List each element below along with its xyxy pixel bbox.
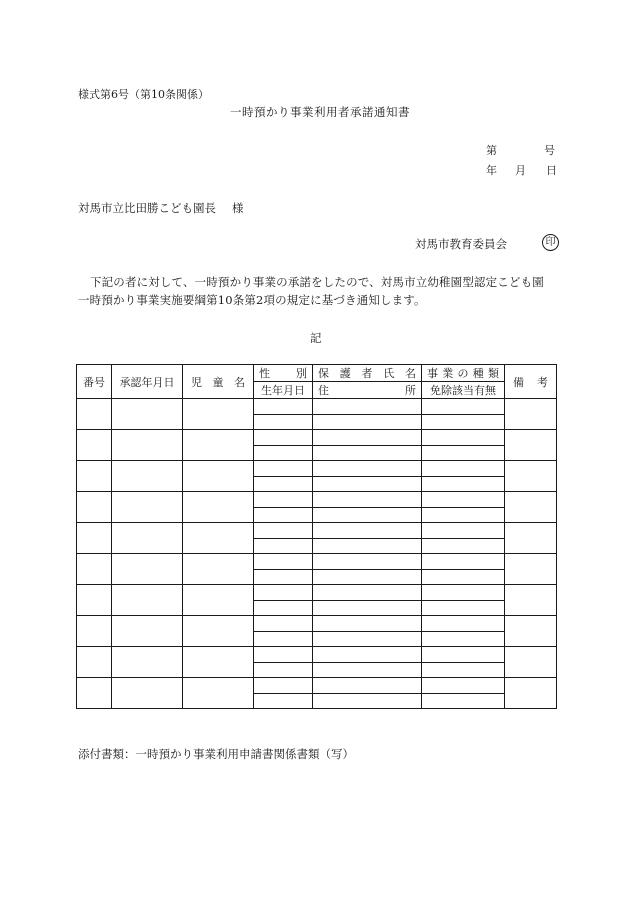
header-birth-date: 生年月日 (254, 382, 313, 399)
issuer-name: 対馬市教育委員会 (415, 237, 507, 251)
cell-address[interactable] (313, 538, 422, 554)
form-number: 様式第6号（第10条関係） (78, 88, 209, 101)
table-row (77, 647, 557, 663)
cell-approval-date[interactable] (112, 430, 183, 461)
record-table (76, 364, 557, 709)
cell-gender[interactable] (254, 492, 313, 508)
cell-birth-date[interactable] (254, 476, 313, 492)
cell-child-name[interactable] (183, 647, 254, 678)
header-remarks (505, 365, 557, 399)
cell-child-name[interactable] (183, 585, 254, 616)
cell-guardian-name[interactable] (313, 616, 422, 632)
cell-child-name[interactable] (183, 678, 254, 709)
header-service-type-char: 種 (472, 367, 484, 380)
cell-birth-date[interactable] (254, 445, 313, 461)
cell-birth-date[interactable] (254, 414, 313, 430)
cell-approval-date[interactable] (112, 399, 183, 430)
cell-exemption[interactable] (422, 569, 505, 585)
cell-number[interactable] (77, 585, 112, 616)
cell-birth-date[interactable] (254, 631, 313, 647)
cell-number[interactable] (77, 399, 112, 430)
attachment-note: 添付書類：一時預かり事業利用申請書関係書類（写） (78, 747, 354, 761)
cell-service-type[interactable] (422, 492, 505, 508)
cell-number[interactable] (77, 616, 112, 647)
cell-child-name[interactable] (183, 492, 254, 523)
cell-service-type[interactable] (422, 678, 505, 694)
cell-number[interactable] (77, 647, 112, 678)
header-address (313, 382, 422, 399)
date-day-label: 日 (546, 164, 557, 177)
header-remarks-char: 備 (513, 375, 524, 389)
cell-remarks[interactable] (505, 554, 557, 585)
cell-remarks[interactable] (505, 523, 557, 554)
cell-birth-date[interactable] (254, 662, 313, 678)
table-row (77, 492, 557, 508)
header-remarks-char: 考 (537, 375, 548, 389)
cell-guardian-name[interactable] (313, 554, 422, 570)
date-month-label: 月 (515, 164, 526, 177)
header-guardian-name-char: 氏 (383, 367, 395, 380)
seal-icon: 印 (542, 234, 559, 251)
cell-exemption[interactable] (422, 662, 505, 678)
cell-birth-date[interactable] (254, 693, 313, 709)
cell-approval-date[interactable] (112, 616, 183, 647)
cell-number[interactable] (77, 678, 112, 709)
table-row (77, 461, 557, 477)
cell-gender[interactable] (254, 585, 313, 601)
cell-birth-date[interactable] (254, 569, 313, 585)
cell-guardian-name[interactable] (313, 430, 422, 446)
recipient-honorific: 様 (232, 201, 244, 215)
cell-remarks[interactable] (505, 492, 557, 523)
cell-number[interactable] (77, 523, 112, 554)
cell-remarks[interactable] (505, 430, 557, 461)
cell-address[interactable] (313, 693, 422, 709)
cell-exemption[interactable] (422, 476, 505, 492)
cell-address[interactable] (313, 414, 422, 430)
header-guardian-name (313, 365, 422, 382)
table-row (77, 554, 557, 570)
cell-address[interactable] (313, 476, 422, 492)
cell-gender[interactable] (254, 554, 313, 570)
table-row (77, 616, 557, 632)
cell-service-type[interactable] (422, 554, 505, 570)
cell-service-type[interactable] (422, 399, 505, 415)
table-row (77, 430, 557, 446)
header-child-name (183, 365, 254, 399)
header-gender (254, 365, 313, 382)
cell-approval-date[interactable] (112, 554, 183, 585)
cell-guardian-name[interactable] (313, 585, 422, 601)
cell-remarks[interactable] (505, 616, 557, 647)
cell-remarks[interactable] (505, 647, 557, 678)
cell-remarks[interactable] (505, 399, 557, 430)
header-child-name-char: 児 (191, 375, 202, 389)
table-header-row-1 (77, 365, 557, 382)
cell-gender[interactable] (254, 523, 313, 539)
body-text-line-1: 下記の者に対して、一時預かり事業の承諾をしたので、対馬市立幼稚園型認定こども園 (90, 275, 544, 289)
cell-guardian-name[interactable] (313, 678, 422, 694)
header-service-type-char: 類 (488, 367, 499, 380)
table-row (77, 678, 557, 694)
cell-birth-date[interactable] (254, 507, 313, 523)
cell-service-type[interactable] (422, 616, 505, 632)
cell-child-name[interactable] (183, 430, 254, 461)
cell-exemption[interactable] (422, 693, 505, 709)
cell-guardian-name[interactable] (313, 523, 422, 539)
cell-birth-date[interactable] (254, 538, 313, 554)
cell-gender[interactable] (254, 461, 313, 477)
cell-approval-date[interactable] (112, 678, 183, 709)
cell-exemption[interactable] (422, 445, 505, 461)
ki-heading: 記 (310, 331, 322, 345)
cell-address[interactable] (313, 600, 422, 616)
cell-address[interactable] (313, 662, 422, 678)
cell-number[interactable] (77, 492, 112, 523)
cell-address[interactable] (313, 445, 422, 461)
cell-approval-date[interactable] (112, 461, 183, 492)
cell-gender[interactable] (254, 399, 313, 415)
header-gender-char: 別 (296, 367, 307, 380)
document-number-label: 第 (486, 144, 497, 157)
cell-number[interactable] (77, 430, 112, 461)
cell-child-name[interactable] (183, 554, 254, 585)
cell-service-type[interactable] (422, 647, 505, 663)
header-service-type-char: 業 (442, 367, 454, 380)
cell-guardian-name[interactable] (313, 461, 422, 477)
cell-exemption[interactable] (422, 414, 505, 430)
document-title: 一時預かり事業利用者承諾通知書 (230, 105, 410, 119)
cell-service-type[interactable] (422, 430, 505, 446)
cell-exemption[interactable] (422, 600, 505, 616)
table-row (77, 585, 557, 601)
date-year-label: 年 (486, 164, 497, 177)
cell-service-type[interactable] (422, 585, 505, 601)
table-row (77, 523, 557, 539)
cell-birth-date[interactable] (254, 600, 313, 616)
record-table-body (77, 399, 557, 709)
cell-guardian-name[interactable] (313, 492, 422, 508)
cell-number[interactable] (77, 461, 112, 492)
header-service-type-char: の (457, 367, 469, 380)
cell-exemption[interactable] (422, 631, 505, 647)
cell-remarks[interactable] (505, 585, 557, 616)
header-approval-date: 承認年月日 (112, 365, 183, 399)
header-child-name-char: 童 (212, 375, 224, 389)
header-service-type (422, 365, 505, 382)
header-address-char: 住 (318, 384, 329, 397)
header-guardian-name-char: 保 (318, 367, 329, 380)
table-row (77, 399, 557, 415)
header-number: 番号 (77, 365, 112, 399)
cell-gender[interactable] (254, 647, 313, 663)
header-guardian-name-char: 名 (405, 367, 416, 380)
cell-service-type[interactable] (422, 523, 505, 539)
header-exemption: 免除該当有無 (422, 382, 505, 399)
cell-child-name[interactable] (183, 616, 254, 647)
cell-exemption[interactable] (422, 507, 505, 523)
header-service-type-char: 事 (427, 367, 438, 380)
recipient-name: 対馬市立比田勝こども園長 (78, 201, 216, 215)
cell-service-type[interactable] (422, 461, 505, 477)
cell-gender[interactable] (254, 616, 313, 632)
cell-address[interactable] (313, 507, 422, 523)
cell-number[interactable] (77, 554, 112, 585)
cell-approval-date[interactable] (112, 647, 183, 678)
cell-gender[interactable] (254, 678, 313, 694)
header-address-char: 所 (405, 384, 416, 397)
header-gender-char: 性 (259, 367, 270, 380)
cell-approval-date[interactable] (112, 492, 183, 523)
document-number-suffix: 号 (544, 144, 555, 157)
header-guardian-name-char: 者 (361, 367, 373, 380)
cell-child-name[interactable] (183, 399, 254, 430)
cell-approval-date[interactable] (112, 523, 183, 554)
cell-child-name[interactable] (183, 523, 254, 554)
cell-approval-date[interactable] (112, 585, 183, 616)
cell-remarks[interactable] (505, 678, 557, 709)
cell-guardian-name[interactable] (313, 647, 422, 663)
cell-exemption[interactable] (422, 538, 505, 554)
cell-child-name[interactable] (183, 461, 254, 492)
body-text-line-2: 一時預かり事業実施要綱第10条第2項の規定に基づき通知します。 (78, 293, 426, 307)
header-child-name-char: 名 (234, 375, 245, 389)
cell-address[interactable] (313, 631, 422, 647)
cell-guardian-name[interactable] (313, 399, 422, 415)
cell-gender[interactable] (254, 430, 313, 446)
header-guardian-name-char: 護 (339, 367, 351, 380)
cell-remarks[interactable] (505, 461, 557, 492)
cell-address[interactable] (313, 569, 422, 585)
